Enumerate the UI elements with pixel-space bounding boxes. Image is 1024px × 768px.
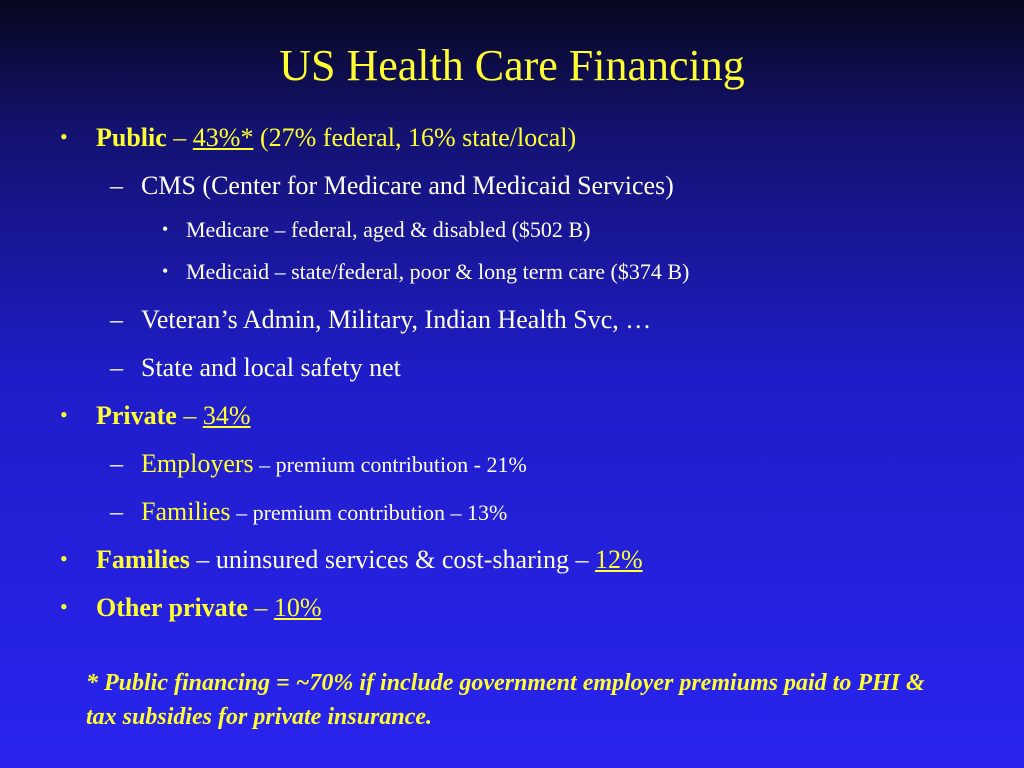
bullet-icon: • xyxy=(60,546,68,571)
public-sep: – xyxy=(166,123,193,152)
other-private-sep: – xyxy=(247,593,274,622)
bullet-icon: • xyxy=(162,219,169,239)
dash-icon: – xyxy=(110,171,123,200)
other-private-label: Other private xyxy=(96,593,248,622)
families-premium-label: Families xyxy=(141,497,231,526)
veterans-item: Veteran’s Admin, Military, Indian Health Svc, … xyxy=(141,305,652,334)
footnote: * Public financing = ~70% if include government employer premiums paid to PHI & tax subsidies for private insurance. xyxy=(86,670,925,730)
bullet-icon: • xyxy=(60,402,68,427)
private-pct: 34% xyxy=(202,401,251,430)
families-detail: – uninsured services & cost-sharing – xyxy=(189,545,595,574)
families-item xyxy=(96,547,643,573)
public-detail: (27% federal, 16% state/local) xyxy=(253,123,577,152)
families-premium-detail: – premium contribution – 13% xyxy=(230,500,508,525)
other-private-item xyxy=(96,595,322,621)
dash-icon: – xyxy=(110,305,123,334)
public-label: Public xyxy=(96,123,167,152)
private-sep: – xyxy=(176,401,203,430)
medicare-item: Medicare – federal, aged & disabled ($502 B) xyxy=(186,217,591,242)
public-item xyxy=(96,125,576,151)
families-premium-item xyxy=(141,499,507,525)
slide-title: US Health Care Financing xyxy=(279,41,745,90)
employers-detail: – premium contribution - 21% xyxy=(253,452,527,477)
private-item xyxy=(96,403,251,429)
dash-icon: – xyxy=(110,353,123,382)
families-label: Families xyxy=(96,545,190,574)
medicaid-item: Medicaid – state/federal, poor & long term care ($374 B) xyxy=(186,259,690,284)
families-pct: 12% xyxy=(594,545,643,574)
employers-label: Employers xyxy=(141,449,254,478)
bullet-icon: • xyxy=(60,124,68,149)
bullet-icon: • xyxy=(60,594,68,619)
private-label: Private xyxy=(96,401,177,430)
public-pct: 43%* xyxy=(192,123,254,152)
dash-icon: – xyxy=(110,449,123,478)
bullet-icon: • xyxy=(162,261,169,281)
cms-item: CMS (Center for Medicare and Medicaid Services) xyxy=(141,171,674,200)
employers-item xyxy=(141,451,527,477)
safety-net-item: State and local safety net xyxy=(141,353,401,382)
other-private-pct: 10% xyxy=(273,593,322,622)
dash-icon: – xyxy=(110,497,123,526)
